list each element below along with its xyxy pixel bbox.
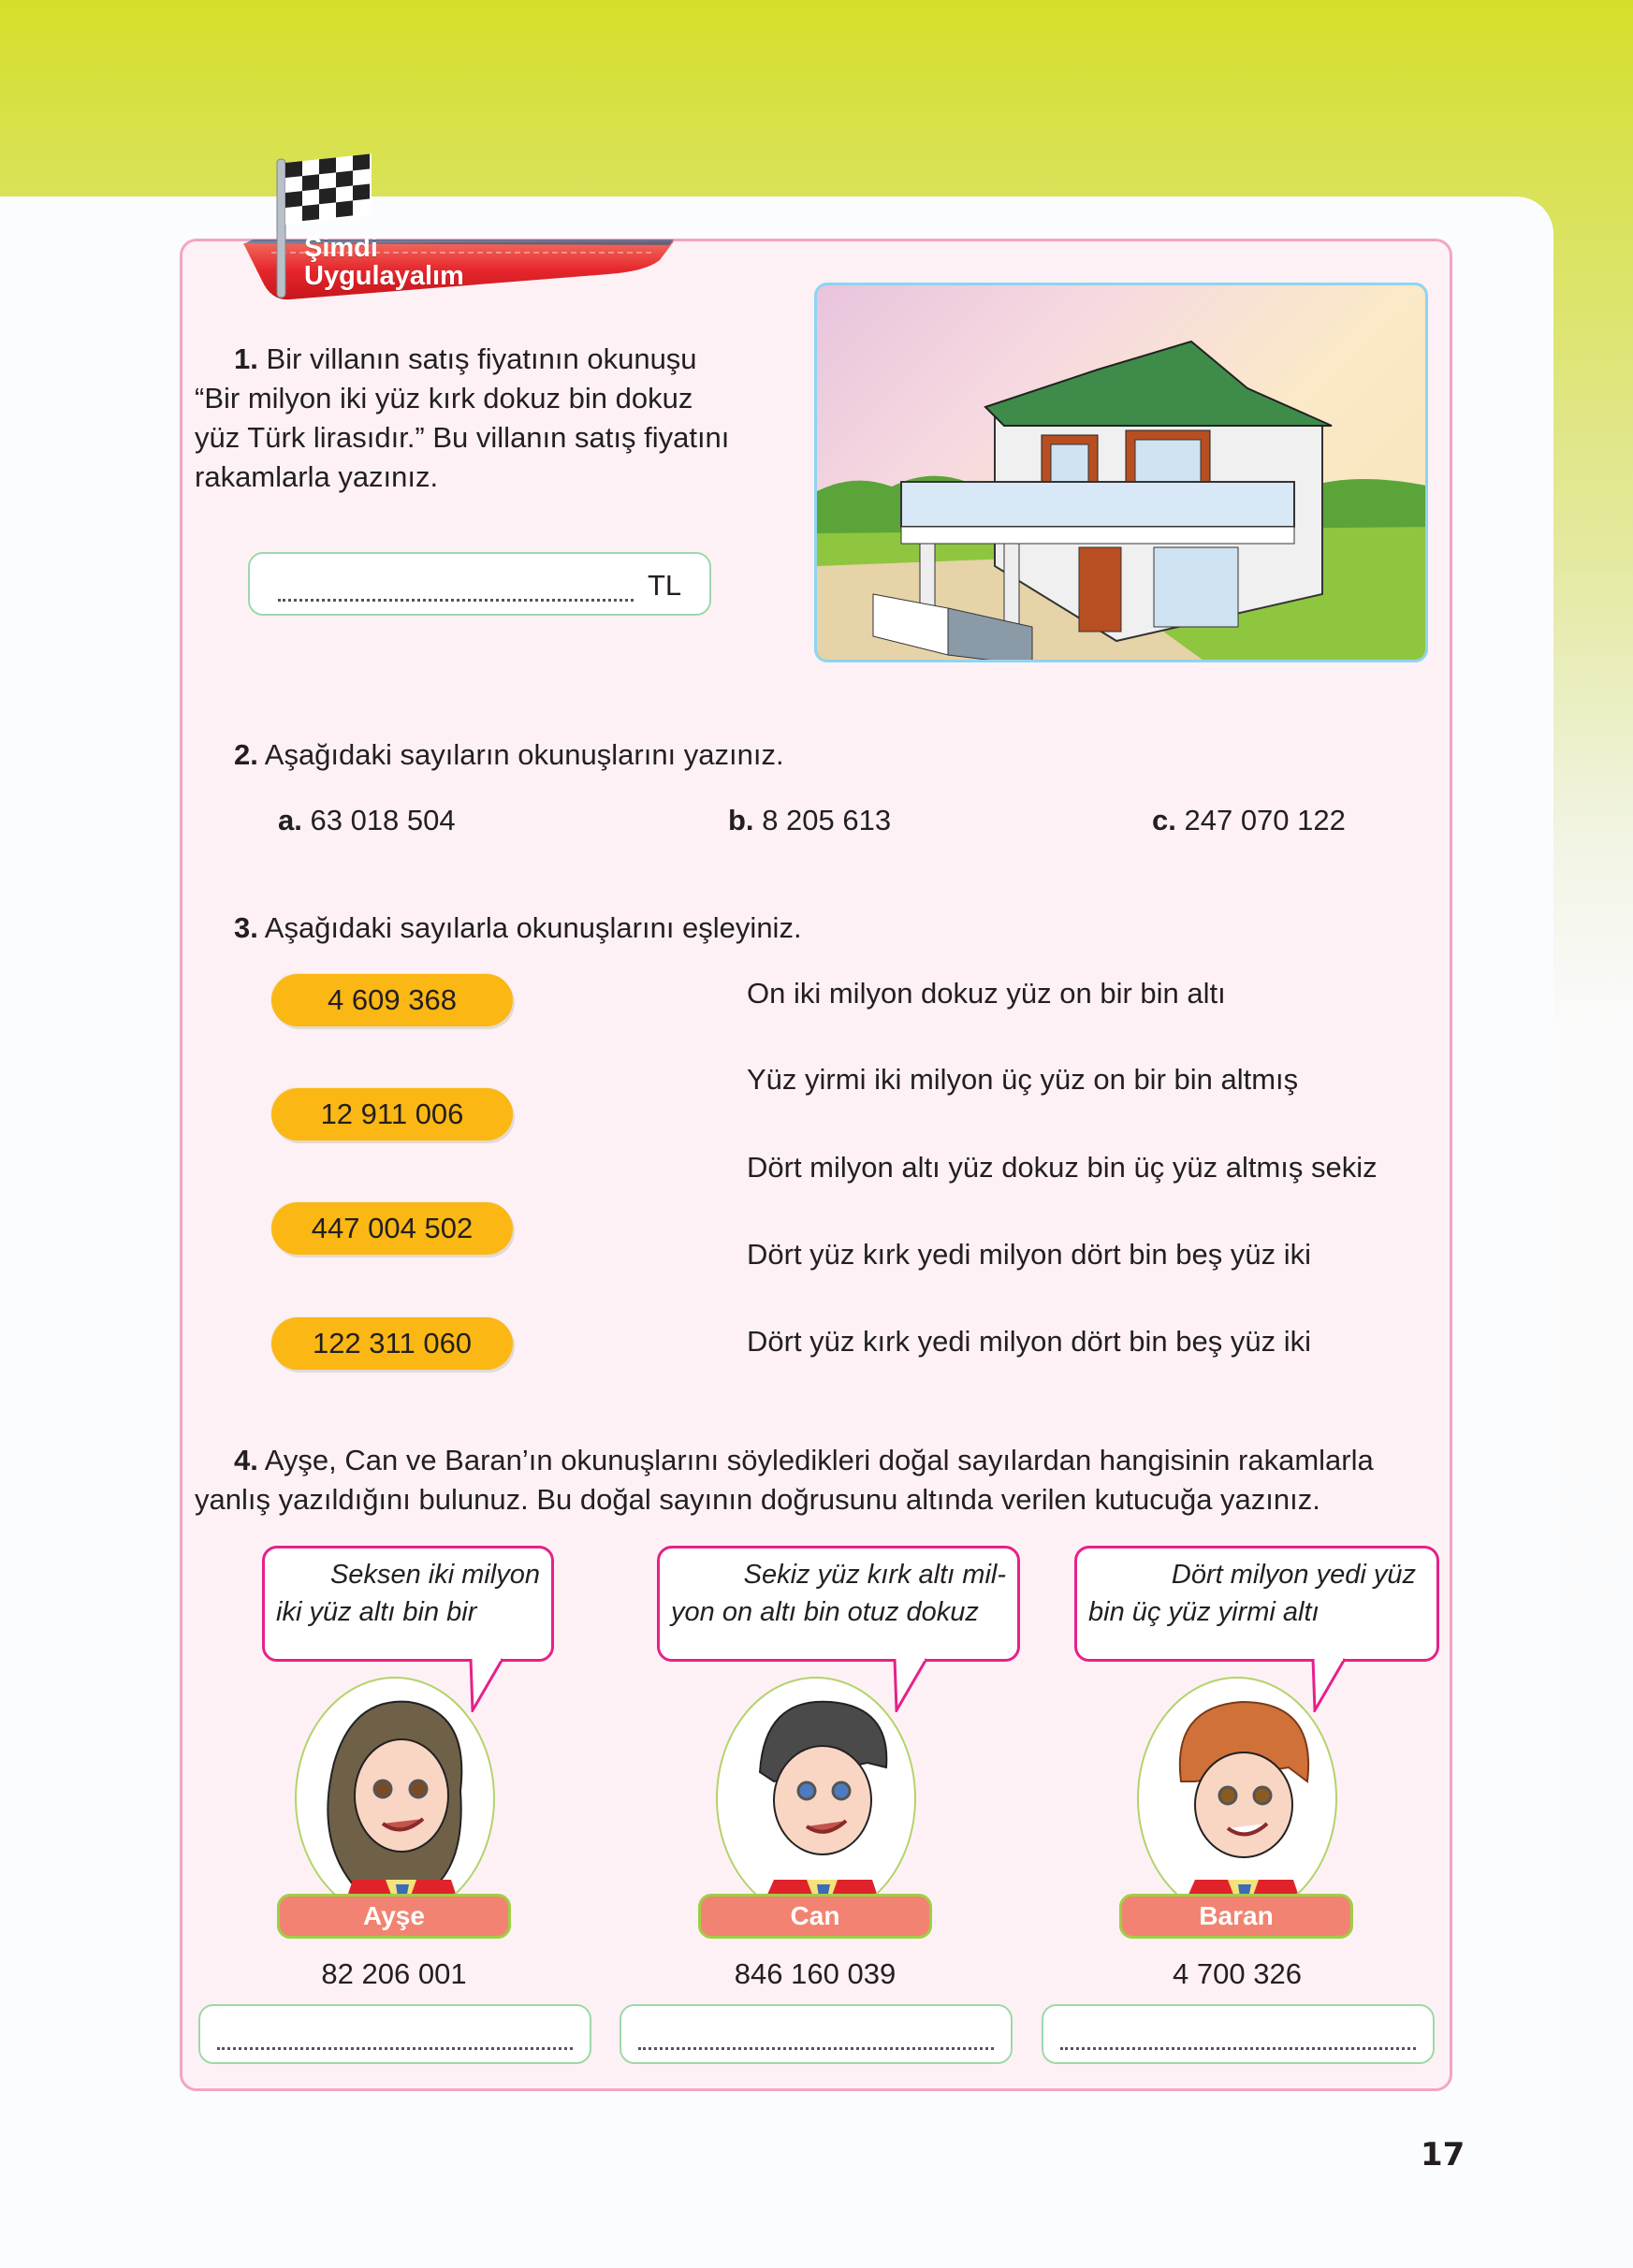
speech-bubble-baran: Dört milyon yedi yüz bin üç yüz yirmi altı: [1074, 1546, 1439, 1662]
question-4: 4. Ayşe, Can ve Baran’ın okunuşlarını söyledikleri doğal sayılardan hangisinin rakamlarla yanlış yazıldığını bulunuz. Bu doğal sayının doğrusunu altında verilen kutucuğa yazınız.: [195, 1444, 1374, 1516]
speech-bubble-can: Sekiz yüz kırk altı mil- yon on altı bin otuz dokuz: [657, 1546, 1020, 1662]
nameplate-ayse: Ayşe: [277, 1894, 511, 1939]
number-pill[interactable]: 447 004 502: [271, 1202, 513, 1255]
q2-item-c: c. 247 070 122: [1152, 804, 1346, 836]
bubble-tail: [1305, 1656, 1352, 1712]
baran-answer-box[interactable]: [1042, 2004, 1435, 2064]
q1-answer-box[interactable]: [248, 552, 711, 616]
question-2: 2. Aşağıdaki sayıların okunuşlarını yazınız.: [234, 738, 784, 771]
answer-line: [638, 2047, 994, 2050]
reading-phrase[interactable]: On iki milyon dokuz yüz on bir bin altı: [747, 977, 1226, 1010]
villa-illustration: [814, 283, 1428, 662]
q1-answer-line: [278, 599, 634, 602]
baran-portrait: [1137, 1677, 1337, 1920]
reading-phrase[interactable]: Yüz yirmi iki milyon üç yüz on bir bin altmış: [747, 1063, 1299, 1096]
speech-bubble-ayse: Seksen iki milyon iki yüz altı bin bir: [262, 1546, 554, 1662]
currency-unit: TL: [648, 569, 682, 602]
question-3: 3. Aşağıdaki sayılarla okunuşlarını eşleyiniz.: [234, 911, 802, 944]
q2-item-a: a. 63 018 504: [278, 804, 456, 836]
nameplate-can: Can: [698, 1894, 932, 1939]
question-1: 1. Bir villanın satış fiyatının okunuşu “Bir milyon iki yüz kırk dokuz bin dokuz yüz Türk lirasıdır.” Bu villanın satış fiyatını rakamlarla yazınız.: [195, 342, 730, 493]
bubble-tail: [463, 1656, 510, 1712]
banner-title: Şimdi Uygulayalım: [304, 233, 464, 291]
number-pill[interactable]: 4 609 368: [271, 974, 513, 1026]
ayse-portrait: [295, 1677, 495, 1920]
can-portrait: [716, 1677, 916, 1920]
bubble-tail: [887, 1656, 934, 1712]
answer-line: [217, 2047, 573, 2050]
reading-phrase[interactable]: Dört milyon altı yüz dokuz bin üç yüz altmış sekiz: [747, 1151, 1378, 1184]
nameplate-baran: Baran: [1119, 1894, 1353, 1939]
reading-phrase[interactable]: Dört yüz kırk yedi milyon dört bin beş yüz iki: [747, 1238, 1311, 1271]
ayse-number: 82 206 001: [321, 1957, 467, 1990]
q2-item-b: b. 8 205 613: [728, 804, 892, 836]
baran-number: 4 700 326: [1173, 1957, 1302, 1990]
can-answer-box[interactable]: [620, 2004, 1013, 2064]
reading-phrase[interactable]: Dört yüz kırk yedi milyon dört bin beş yüz iki: [747, 1325, 1311, 1358]
can-number: 846 160 039: [734, 1957, 897, 1990]
section-banner: [234, 150, 683, 337]
answer-line: [1060, 2047, 1416, 2050]
page-number: 17: [1421, 2136, 1465, 2174]
number-pill[interactable]: 12 911 006: [271, 1088, 513, 1141]
ayse-answer-box[interactable]: [198, 2004, 591, 2064]
number-pill[interactable]: 122 311 060: [271, 1317, 513, 1370]
